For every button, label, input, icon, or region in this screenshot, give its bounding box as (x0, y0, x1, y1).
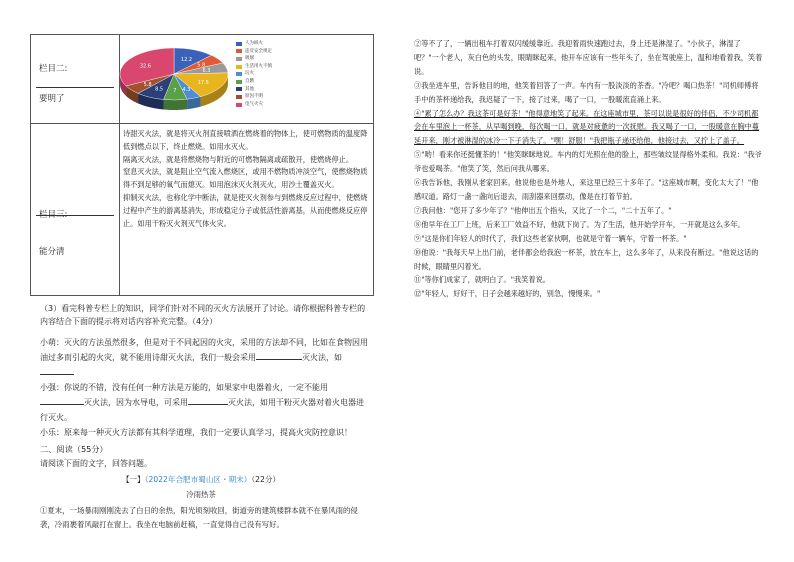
section-subtitle: 请阅读下面的文字，回答问题。 (40, 459, 152, 468)
story-paragraph: ⑪"等你们成家了，就明白了。"我笑着说。 (414, 275, 550, 285)
dialog-line: 小乐：原来每一种灭火方法都有其科学道理，我们一定要认真学习，提高火灾防控意识！ (40, 428, 352, 437)
legend-item (236, 70, 272, 78)
dialog-line (40, 335, 370, 380)
legend-swatch (236, 72, 242, 76)
pie-slice-side (164, 99, 188, 110)
dialog-line-2-end: 灭火法，如用干粉灭火器对着火电器进行灭火。 (40, 398, 364, 422)
legend-item (236, 78, 272, 86)
pie-value-label: 32.6 (139, 63, 151, 70)
pie-value-label: 5.8 (197, 62, 206, 69)
answer-blank-2[interactable] (40, 365, 74, 375)
definition-text: 诗甜灭火法，就是将灭火剂直接喷洒在燃烧着的物体上，使可燃物质的温度降低到燃点以下，终止燃烧。如用水灭火。 (123, 129, 368, 151)
answer-blank-3[interactable] (40, 395, 84, 405)
dialog-line-1: 小萌：灭火的方法虽然很多，但是对于不同起因的火灾，采用的方法却不同，比如在食物因用油过多而引起的火灾，就不能用诗甜灭火法，我们一般会采用 (40, 338, 368, 362)
dialog-line (40, 380, 370, 425)
pie-value-label: 7 (173, 88, 177, 95)
legend-swatch (236, 65, 242, 69)
legend-swatch (236, 49, 242, 53)
story-paragraph: ③我坐进车里，告诉他目的地，他笑着回答了一声。车内有一股淡淡的茶香。"冷吧？喝口热茶！"司机师傅将手中的茶杯递给我，我迟疑了一下，接了过来，喝了一口，一股暖流直涌上来。 (414, 80, 759, 104)
legend-label: 吸烟 (245, 56, 254, 62)
source-name: （2022年合肥市蜀山区・期末） (144, 475, 252, 484)
story-paragraph: ⑧他早年在工厂上班，后来工厂效益不好，他就下岗了。为了生活，他开始学开车，一开就是这么多年。 (414, 219, 745, 229)
legend-label: 人为纵火 (245, 41, 263, 46)
story-paragraph: ⑫"年轻人，好好干，日子会越来越好的，别急，慢慢来。" (414, 289, 601, 299)
row3-label: 栏目三: (39, 210, 68, 220)
definition-text: 抑制灭火法，也称化学中断法，就是使灭火剂参与到燃烧反应过程中，使燃烧过程中产生的游离基消失，形成稳定分子或低活性游离基，从而使燃烧反应停止。如用干粉灭火剂灭气体火灾。 (123, 192, 368, 228)
pie-value-label: 6.3 (202, 68, 211, 75)
story-paragraph: ②等不了了，一辆出租车打着双闪缓缓靠近。我迎着雨快速跑过去，身上还是淋湿了。"小伙子，淋湿了吧？"一个老人，灰白色的头发，眼睛眯起来，他开车应该有一些年头了，坐在驾驶座上，温和地看着我，笑着说。 (414, 39, 763, 76)
story-title: 冷雨热茶 (186, 490, 216, 499)
source-prefix: 【一】 (121, 475, 145, 484)
answer-blank-4[interactable] (188, 395, 228, 405)
story-paragraph: ⑦我问他："您开了多少年了？"他伸出五个指头，又比了一个二，"二十五年了。" (414, 205, 672, 215)
legend-label: 原因不明 (245, 94, 263, 100)
method-definitions (123, 128, 371, 230)
dialog-line-2-mid: 灭火法，因为水导电，可采用 (84, 398, 188, 407)
question-3-intro (40, 303, 370, 329)
chart-legend (236, 40, 272, 108)
legend-item (236, 86, 272, 94)
definition-text: 窒息灭火法，就是阻止空气流入燃烧区，或用不燃物质冲淡空气，使燃烧物质得不到足够的氧气而熄灭。如用泡沫灭火剂灭火，用沙土覆盖灭火。 (123, 167, 368, 190)
legend-swatch (236, 80, 242, 84)
legend-item (236, 55, 272, 63)
legend-swatch (236, 95, 242, 99)
row2-caption: 要明了 (39, 94, 65, 104)
story-continued (414, 37, 764, 301)
story-paragraph: ⑤"哟！看来你还挺懂茶的！"他笑眯眯地说。车内的灯光照在他的脸上，那些皱纹显得格外柔和。我说："我爷爷也爱喝茶。"他笑了笑，然后问我从哪来。 (414, 150, 762, 174)
source-score: （22分） (251, 475, 281, 484)
row3-caption: 能分清 (39, 247, 65, 257)
legend-swatch (236, 103, 242, 107)
section-title: 二、阅读（55分） (40, 444, 108, 454)
dialog-line-2: 小强：你说的不错，没有任何一种方法是万能的，如果家中电器着火，一定不能用 (40, 383, 328, 392)
legend-item (236, 93, 272, 101)
legend-label: 自燃 (245, 78, 254, 84)
pie-value-label: 17.5 (197, 79, 209, 86)
story-paragraph: ⑥我告诉他，我刚从老家回来。他说他也是外地人，来这里已经三十多年了。"这座城市啊，变化太大了！"他感叹道。路灯一盏一盏向后退去，雨刮器来回摆动，像是在打着节拍。 (414, 178, 759, 201)
dialog-line-1-end: 灭火法，如 (302, 353, 342, 362)
pie-value-label: 8.5 (155, 86, 164, 93)
legend-item (236, 48, 272, 56)
pie-value-label: 12.2 (180, 57, 193, 64)
definition-text: 隔离灭火法，就是将燃烧物与附近的可燃物隔离或疏散开，使燃烧停止。 (123, 154, 354, 164)
story-paragraph: ⑨"这是你们年轻人的时代了，我们这些老家伙啊，也就是守着一辆车，守着一杯茶。" (414, 233, 687, 243)
row2-label: 栏目二: (39, 64, 68, 74)
legend-label: 玩火 (245, 71, 254, 77)
row2-blank-line (36, 87, 114, 88)
story-paragraph-underlined: ④"累了怎么办？我这茶可是好茶！"他得意地笑了起来。在这座城市里，茶可以说是很好的伴侣，不少司机都会在车里泡上一杯茶，从早喝到晚，每次喝一口，就是对疲惫的一次抚慰。我又喝了一口，一股暖意在胸中蔓延开来，刚才被淋湿的冰冷一下子消失了。"嘿！舒服！"我把瓶子递还给他，他接过去，又拧上了盖子。 (414, 108, 760, 146)
legend-swatch (236, 57, 242, 61)
legend-label: 生活用火不慎 (245, 63, 272, 69)
pie-value-label: 4.3 (182, 86, 191, 93)
row3-blank-line (36, 215, 114, 216)
source-line (0, 474, 402, 485)
legend-swatch (236, 87, 242, 91)
legend-label: 违反安全规定 (245, 48, 272, 54)
story-paragraph: ⑩他说："我每天早上出门前，老伴都会给我泡一杯茶，放在车上，这么多年了，从来没有断过。"他说这话的时候，眼睛里闪着光。 (414, 247, 759, 271)
question-3-text: （3）看完科普专栏上的知识，同学们针对不同的灭火方法展开了讨论。请你根据科普专栏的内容结合下面的提示将对话内容补充完整。（4分） (40, 304, 366, 326)
legend-label: 其他 (245, 86, 254, 92)
answer-blank-1[interactable] (256, 350, 302, 360)
legend-swatch (236, 42, 242, 46)
legend-item (236, 101, 272, 109)
story-text: ①夏末，一场暴雨刚刚洗去了白日的余热，阳光顷刻收回，街道旁的建筑楼群本就不在暴风雨的侵袭，冷雨裹着风敲打在窗上。我坐在电脑前赶稿，一直觉得自己没有写好。 (40, 506, 358, 530)
legend-label: 电气火灾 (245, 101, 263, 107)
dialog-block (40, 335, 370, 440)
legend-item (236, 40, 272, 48)
story-paragraph-1 (40, 504, 370, 533)
legend-item (236, 63, 272, 71)
fire-cause-pie-chart (118, 40, 338, 126)
pie-value-label: 5.8 (143, 81, 152, 88)
